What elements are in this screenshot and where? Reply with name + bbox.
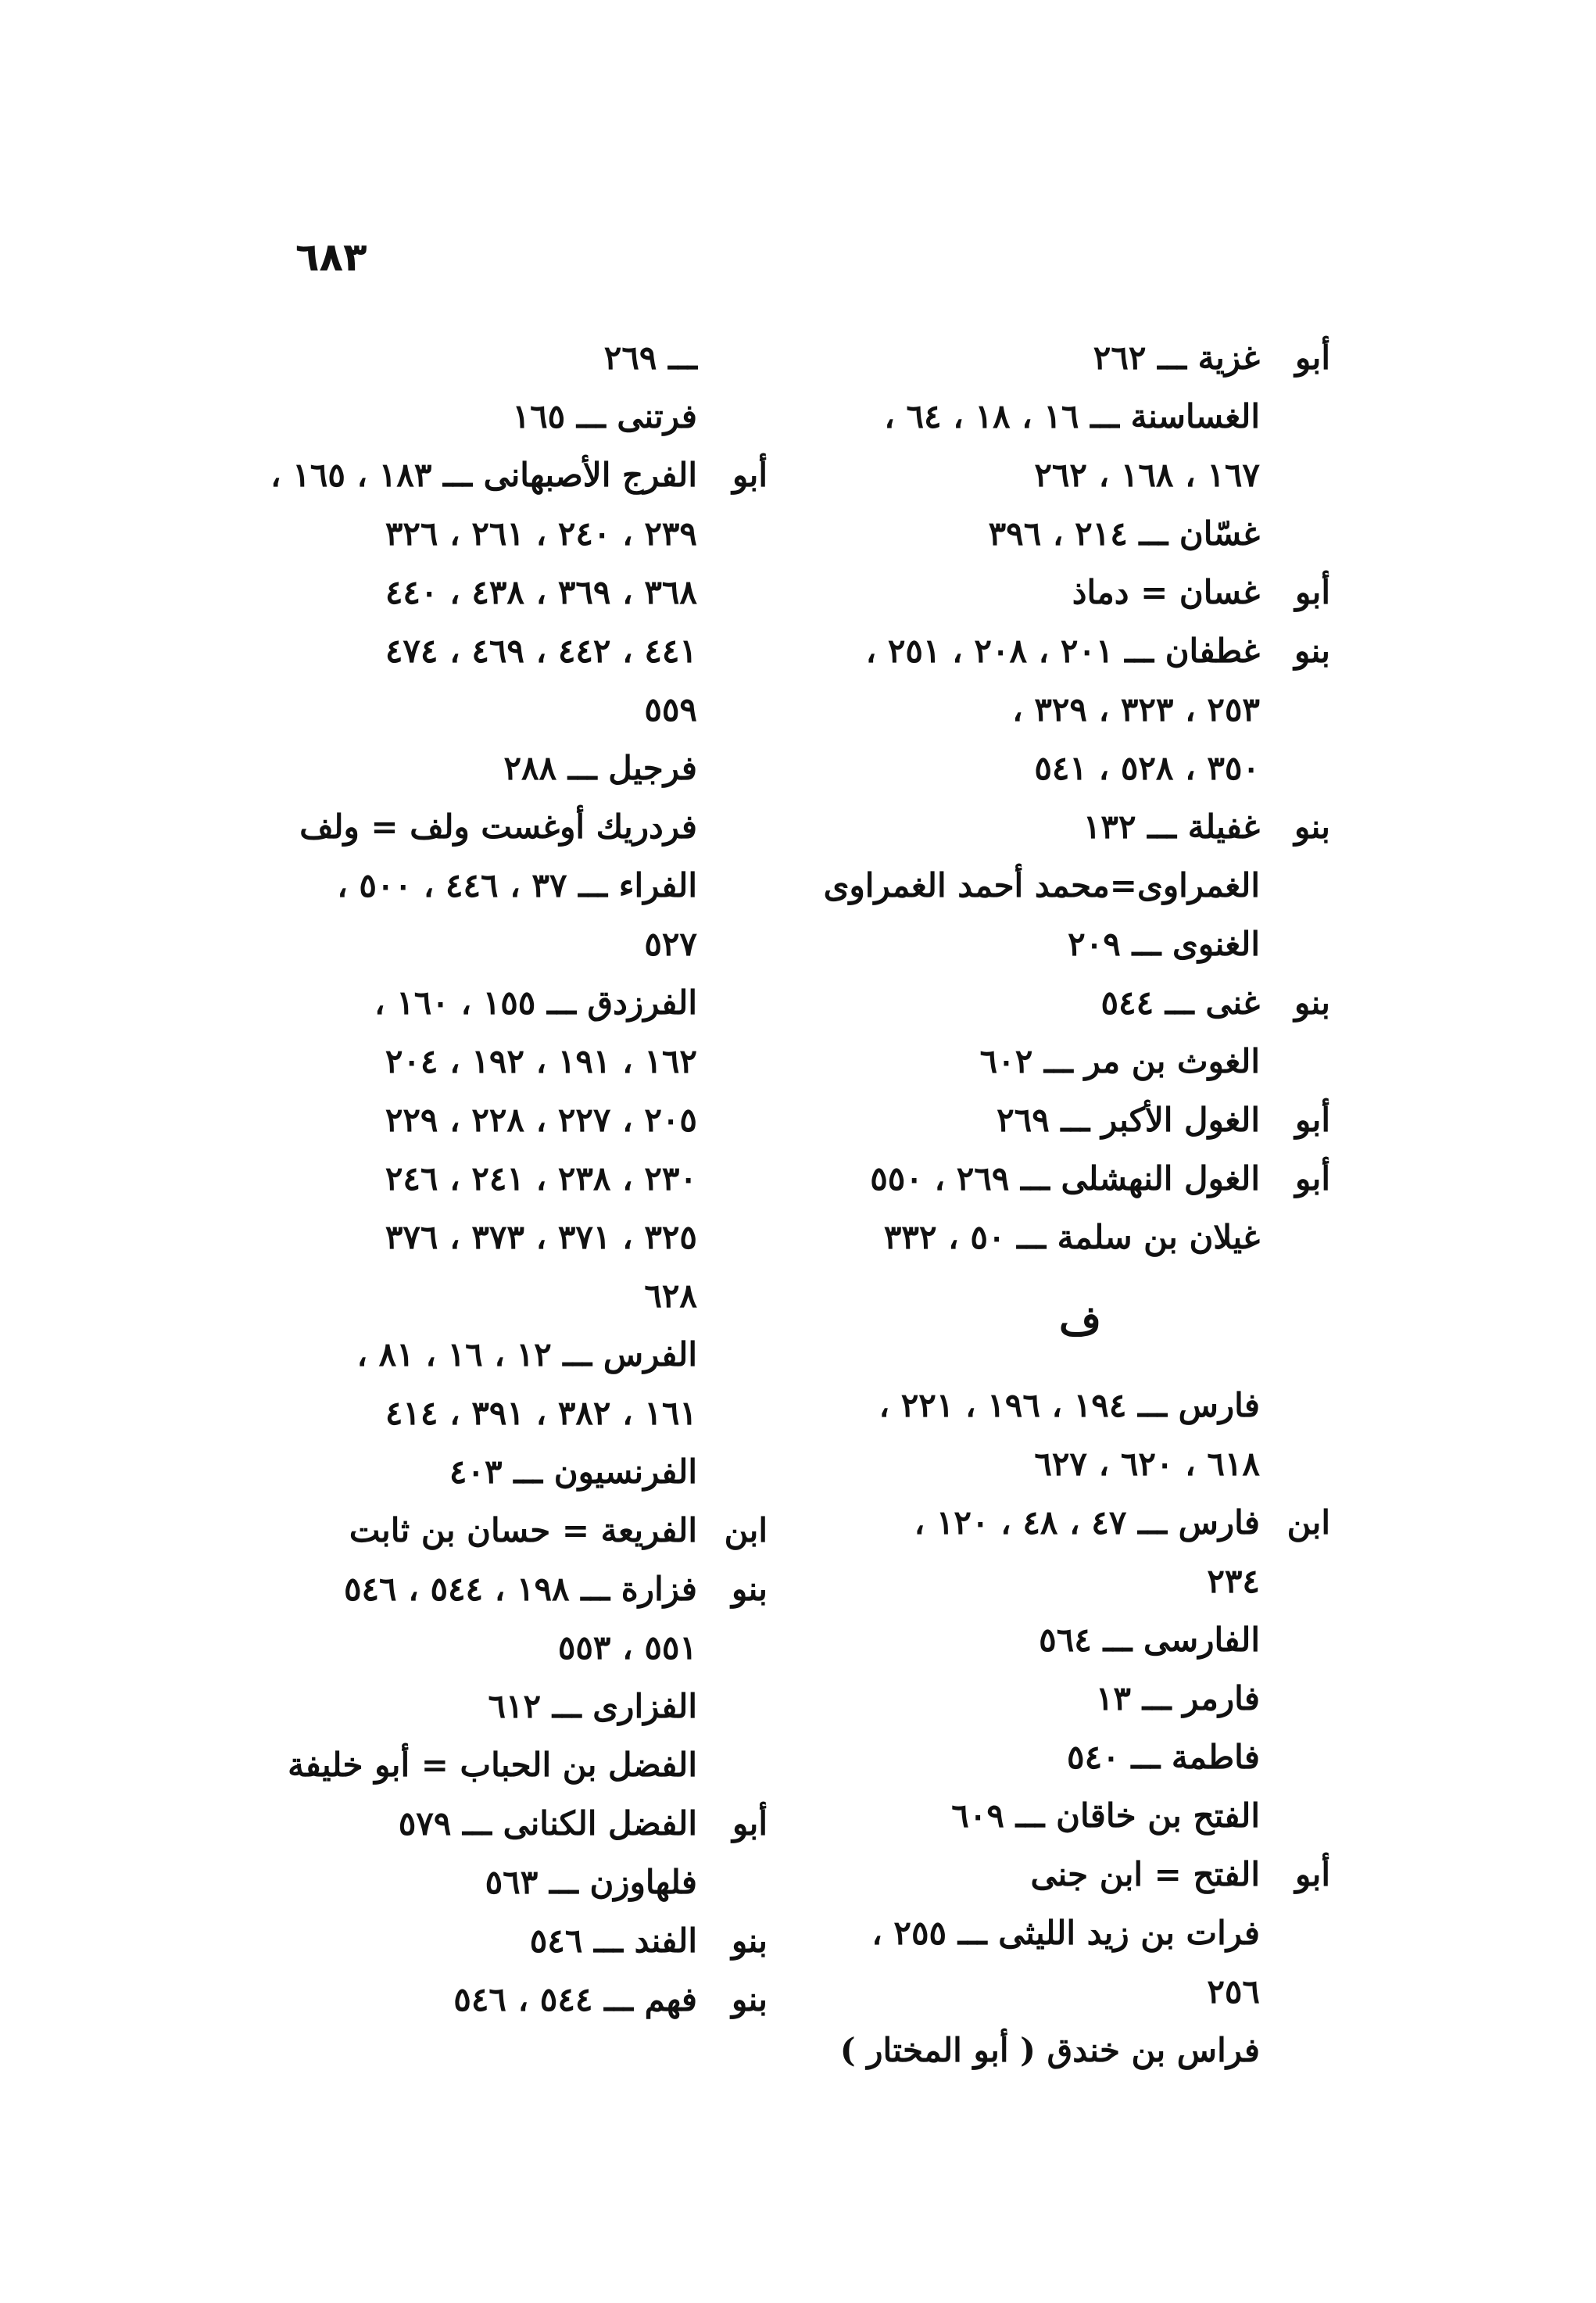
index-entry [220, 1911, 768, 1970]
index-entry-continuation [220, 915, 768, 973]
entry-text: غنى ـــ ٥٤٤ [1100, 983, 1260, 1022]
entry-text: ٣٥٠ ، ٥٢٨ ، ٥٤١ [1034, 749, 1260, 787]
entry-text: غيلان بن سلمة ـــ ٥٠ ، ٣٣٢ [883, 1218, 1260, 1256]
entry-text: فارس ـــ ٤٧ ، ٤٨ ، ١٢٠ ، [914, 1503, 1260, 1542]
index-entry-continuation [220, 1091, 768, 1149]
index-column-left [220, 328, 768, 2029]
index-entry-continuation [220, 1208, 768, 1266]
index-column-right [823, 328, 1330, 2079]
entry-text: الفضل الكنانى ـــ ٥٧٩ [398, 1804, 697, 1843]
entry-text: الفرنسيون ـــ ٤٠٣ [449, 1452, 697, 1491]
index-entry [830, 1091, 1330, 1149]
entry-text: ٥٥٩ [644, 690, 697, 729]
entry-text: الغول الأكبر ـــ ٢٦٩ [997, 1101, 1260, 1139]
index-entry-continuation [220, 1266, 768, 1325]
entry-prefix: بنو [731, 1922, 768, 1960]
index-entry-continuation [830, 1552, 1330, 1610]
entry-text: فزارة ـــ ١٩٨ ، ٥٤٤ ، ٥٤٦ [343, 1570, 697, 1608]
entry-text: ٣٢٥ ، ٣٧١ ، ٣٧٣ ، ٣٧٦ [385, 1218, 697, 1256]
index-entry [830, 973, 1330, 1032]
entry-text: الغول النهشلى ـــ ٢٦٩ ، ٥٥٠ [870, 1159, 1260, 1198]
entry-text: الفزارى ـــ ٦١٢ [488, 1687, 697, 1725]
index-entry-continuation [830, 739, 1330, 797]
entry-text: غطفان ـــ ٢٠١ ، ٢٠٨ ، ٢٥١ ، [865, 632, 1260, 670]
entry-text: فلهاوزن ـــ ٥٦٣ [485, 1863, 697, 1901]
index-entry-continuation [220, 1149, 768, 1208]
index-entry [830, 1904, 1330, 1962]
entry-prefix: أبو [732, 1804, 768, 1843]
index-entry [830, 504, 1330, 563]
entry-text: ٥٥١ ، ٥٥٣ [557, 1628, 697, 1667]
entry-text: فاطمة ـــ ٥٤٠ [1067, 1738, 1260, 1776]
entry-text: الفراء ـــ ٣٧ ، ٤٤٦ ، ٥٠٠ ، [337, 866, 697, 904]
entries-bottom [830, 1376, 1330, 2079]
entry-text: الفتح بن خاقان ـــ ٦٠٩ [951, 1796, 1260, 1835]
entry-text: ٦٢٨ [644, 1277, 697, 1315]
index-entry [830, 797, 1330, 856]
index-entry [830, 1032, 1330, 1091]
entry-text: الغنوى ـــ ٢٠٩ [1068, 925, 1260, 963]
entry-text: الفرج الأصبهانى ـــ ١٨٣ ، ١٦٥ ، [270, 456, 697, 494]
entry-text: غسان = دماذ [1072, 573, 1260, 611]
entry-text: ١٦٧ ، ١٦٨ ، ٢٦٢ [1034, 456, 1260, 494]
entry-text: ٢٠٥ ، ٢٢٧ ، ٢٢٨ ، ٢٢٩ [385, 1101, 697, 1139]
index-entry [220, 446, 768, 504]
entry-text: ١٦٢ ، ١٩١ ، ١٩٢ ، ٢٠٤ [385, 1042, 697, 1080]
index-entry-continuation [220, 1618, 768, 1677]
index-entry [220, 387, 768, 446]
index-entry [220, 1325, 768, 1384]
entry-text: الفريعة = حسان بن ثابت [349, 1511, 697, 1549]
entry-text: الفرزدق ـــ ١٥٥ ، ١٦٠ ، [374, 983, 697, 1022]
entry-text: ٢٣٠ ، ٢٣٨ ، ٢٤١ ، ٢٤٦ [385, 1159, 697, 1198]
index-entry-continuation [830, 446, 1330, 504]
index-entry [830, 915, 1330, 973]
index-entry [220, 1560, 768, 1618]
entry-text: ٢٣٤ [1207, 1562, 1260, 1600]
entry-text: الفضل بن الحباب = أبو خليفة [288, 1746, 697, 1784]
index-entry [830, 1376, 1330, 1434]
entry-text: الفند ـــ ٥٤٦ [529, 1922, 697, 1960]
index-entry [830, 387, 1330, 446]
index-entry [220, 328, 768, 387]
index-entry-continuation [220, 504, 768, 563]
entry-text: فرتنى ـــ ١٦٥ [512, 397, 697, 435]
entry-text: فارمر ـــ ١٣ [1095, 1679, 1260, 1717]
entry-prefix: بنو [1294, 632, 1330, 670]
entry-text: غزية ـــ ٢٦٢ [1093, 338, 1260, 377]
entry-text: ٣٦٨ ، ٣٦٩ ، ٤٣٨ ، ٤٤٠ [385, 573, 697, 611]
entry-prefix: ابن [1286, 1503, 1330, 1542]
entry-text: فارس ـــ ١٩٤ ، ١٩٦ ، ٢٢١ ، [879, 1386, 1260, 1424]
entry-prefix: بنو [731, 1980, 768, 2018]
entry-prefix: بنو [1294, 808, 1330, 846]
entry-prefix: أبو [1294, 1855, 1330, 1893]
entry-prefix: أبو [1294, 1159, 1330, 1198]
entry-text: فردريك أوغست ولف = ولف [299, 808, 697, 846]
index-entry-continuation [830, 1962, 1330, 2021]
entry-text: فرجيل ـــ ٢٨٨ [503, 749, 697, 787]
index-entry [830, 2021, 1330, 2079]
entry-text: الفرس ـــ ١٢ ، ١٦ ، ٨١ ، [356, 1335, 697, 1374]
index-entry [220, 1677, 768, 1735]
entry-text: ٢٥٣ ، ٣٢٣ ، ٣٢٩ ، [1012, 690, 1260, 729]
entry-text: ٢٥٦ [1207, 1972, 1260, 2011]
index-entry-continuation [220, 1032, 768, 1091]
entry-text: ٢٣٩ ، ٢٤٠ ، ٢٦١ ، ٣٢٦ [385, 514, 697, 553]
index-entry [830, 1149, 1330, 1208]
index-entry-continuation [220, 1384, 768, 1442]
entry-prefix: أبو [1294, 1101, 1330, 1139]
index-entry-continuation [220, 563, 768, 621]
entry-text: ـــ ٢٦٩ [603, 338, 697, 377]
entry-prefix: أبو [1294, 573, 1330, 611]
index-entry [220, 739, 768, 797]
index-entry [220, 1970, 768, 2029]
index-entry [830, 1845, 1330, 1904]
entries-top [823, 328, 1330, 1266]
index-entry [830, 621, 1330, 680]
index-entry-continuation [830, 1434, 1330, 1493]
index-entry [220, 973, 768, 1032]
index-entry-continuation [220, 621, 768, 680]
index-entry [830, 1610, 1330, 1669]
entry-text: فراس بن خندق ( أبو المختار ) [839, 2031, 1260, 2069]
index-entry [220, 1501, 768, 1560]
index-entry [830, 1669, 1330, 1728]
entry-text: الغساسنة ـــ ١٦ ، ١٨ ، ٦٤ ، [884, 397, 1260, 435]
entry-text: ٥٢٧ [644, 925, 697, 963]
index-entry [830, 1493, 1330, 1552]
entry-text: غفيلة ـــ ١٣٢ [1082, 808, 1260, 846]
index-entry [830, 563, 1330, 621]
entry-prefix: أبو [732, 456, 768, 494]
entry-text: فهم ـــ ٥٤٤ ، ٥٤٦ [453, 1980, 697, 2018]
entry-prefix: بنو [731, 1570, 768, 1608]
index-entry [220, 1853, 768, 1911]
index-entry [830, 328, 1330, 387]
entry-text: الفارسى ـــ ٥٦٤ [1039, 1621, 1260, 1659]
entry-text: ٦١٨ ، ٦٢٠ ، ٦٢٧ [1034, 1445, 1260, 1483]
page-number: ٦٨٣ [295, 235, 367, 280]
index-entry [220, 856, 768, 915]
entry-text: غسّان ـــ ٢١٤ ، ٣٩٦ [988, 514, 1260, 553]
entries-left [220, 328, 768, 2029]
entry-prefix: بنو [1294, 983, 1330, 1022]
index-entry [220, 1735, 768, 1794]
index-entry-continuation [220, 680, 768, 739]
index-entry [220, 1442, 768, 1501]
index-entry [830, 1208, 1330, 1266]
index-entry [220, 1794, 768, 1853]
index-entry [220, 797, 768, 856]
entry-text: الغوث بن مر ـــ ٦٠٢ [979, 1042, 1260, 1080]
section-letter: ف [1059, 1297, 1101, 1345]
entry-prefix: ابن [724, 1511, 768, 1549]
entry-text: ٤٤١ ، ٤٤٢ ، ٤٦٩ ، ٤٧٤ [385, 632, 697, 670]
entry-prefix: أبو [1294, 338, 1330, 377]
index-entry [830, 1728, 1330, 1786]
entry-text: الفتح = ابن جنى [1030, 1855, 1260, 1893]
entry-text: الغمراوى=محمد أحمد الغمراوى [823, 866, 1260, 904]
index-entry-continuation [830, 680, 1330, 739]
index-entry [830, 1786, 1330, 1845]
entry-text: ١٦١ ، ٣٨٢ ، ٣٩١ ، ٤١٤ [385, 1394, 697, 1432]
entry-text: فرات بن زيد الليثى ـــ ٢٥٥ ، [871, 1914, 1260, 1952]
index-entry [823, 856, 1330, 915]
